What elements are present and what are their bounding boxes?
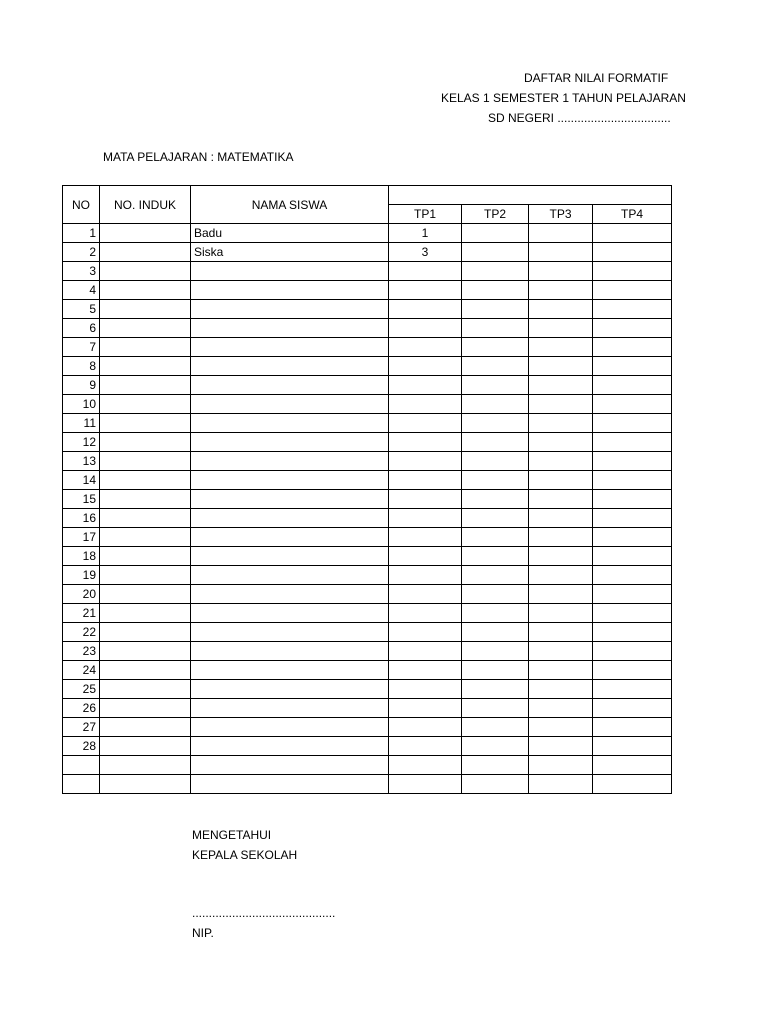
row-induk [100, 433, 191, 452]
row-tp2 [462, 376, 529, 395]
row-tp4 [593, 737, 672, 756]
row-tp2 [462, 395, 529, 414]
document-title: DAFTAR NILAI FORMATIF [524, 71, 669, 85]
row-student-name [191, 566, 389, 585]
row-tp1: 1 [389, 224, 462, 243]
row-tp4 [593, 376, 672, 395]
row-tp2 [462, 737, 529, 756]
row-tp2 [462, 471, 529, 490]
row-induk [100, 623, 191, 642]
row-tp1 [389, 661, 462, 680]
row-tp4 [593, 471, 672, 490]
row-tp4 [593, 262, 672, 281]
table-row [63, 414, 672, 433]
header-tp4: TP4 [593, 205, 672, 224]
row-tp3 [529, 737, 593, 756]
table-row [63, 262, 672, 281]
row-tp4 [593, 357, 672, 376]
row-induk [100, 680, 191, 699]
row-tp2 [462, 509, 529, 528]
row-tp2 [462, 300, 529, 319]
row-number [63, 756, 100, 775]
row-number: 24 [63, 661, 100, 680]
row-number: 2 [63, 243, 100, 262]
row-induk [100, 452, 191, 471]
row-student-name [191, 547, 389, 566]
row-tp1 [389, 642, 462, 661]
table-row [63, 699, 672, 718]
row-induk [100, 699, 191, 718]
row-tp4 [593, 585, 672, 604]
row-tp1 [389, 471, 462, 490]
row-tp1 [389, 319, 462, 338]
row-tp4 [593, 243, 672, 262]
nip-label: NIP. [192, 926, 214, 940]
row-student-name [191, 756, 389, 775]
row-tp1 [389, 623, 462, 642]
row-tp1 [389, 509, 462, 528]
row-tp4 [593, 604, 672, 623]
row-tp2 [462, 528, 529, 547]
table-row [63, 490, 672, 509]
row-tp2 [462, 604, 529, 623]
row-tp3 [529, 262, 593, 281]
row-student-name [191, 414, 389, 433]
row-number: 14 [63, 471, 100, 490]
row-tp4 [593, 319, 672, 338]
row-number: 26 [63, 699, 100, 718]
table-row [63, 737, 672, 756]
row-tp4 [593, 395, 672, 414]
row-tp1 [389, 775, 462, 794]
row-number: 22 [63, 623, 100, 642]
row-number: 11 [63, 414, 100, 433]
row-tp1 [389, 300, 462, 319]
row-tp2 [462, 433, 529, 452]
row-tp2 [462, 756, 529, 775]
table-row [63, 471, 672, 490]
row-tp3 [529, 471, 593, 490]
row-induk [100, 319, 191, 338]
row-induk [100, 281, 191, 300]
row-student-name [191, 737, 389, 756]
row-tp4 [593, 490, 672, 509]
row-student-name [191, 585, 389, 604]
row-tp3 [529, 623, 593, 642]
row-induk [100, 718, 191, 737]
table-row [63, 509, 672, 528]
row-number: 6 [63, 319, 100, 338]
table-row [63, 300, 672, 319]
table-row [63, 566, 672, 585]
row-tp2 [462, 566, 529, 585]
row-tp1 [389, 357, 462, 376]
row-induk [100, 414, 191, 433]
row-tp3 [529, 547, 593, 566]
row-induk [100, 243, 191, 262]
row-tp3 [529, 224, 593, 243]
row-tp1 [389, 376, 462, 395]
table-row [63, 623, 672, 642]
subject-line: MATA PELAJARAN : MATEMATIKA [103, 150, 294, 164]
row-induk [100, 775, 191, 794]
row-induk [100, 338, 191, 357]
row-tp3 [529, 756, 593, 775]
row-tp3 [529, 490, 593, 509]
row-tp2 [462, 338, 529, 357]
table-row [63, 243, 672, 262]
row-tp1 [389, 680, 462, 699]
row-tp2 [462, 319, 529, 338]
row-induk [100, 262, 191, 281]
row-tp4 [593, 661, 672, 680]
table-row [63, 395, 672, 414]
row-tp4 [593, 414, 672, 433]
row-student-name [191, 433, 389, 452]
table-row [63, 376, 672, 395]
row-tp2 [462, 243, 529, 262]
row-student-name [191, 262, 389, 281]
row-tp1 [389, 585, 462, 604]
row-tp1 [389, 528, 462, 547]
row-induk [100, 566, 191, 585]
row-tp3 [529, 699, 593, 718]
row-tp4 [593, 642, 672, 661]
row-number: 19 [63, 566, 100, 585]
row-number: 27 [63, 718, 100, 737]
table-row [63, 528, 672, 547]
table-row [63, 585, 672, 604]
row-tp2 [462, 262, 529, 281]
table-row [63, 661, 672, 680]
row-tp1 [389, 452, 462, 471]
row-tp3 [529, 775, 593, 794]
row-induk [100, 224, 191, 243]
row-student-name [191, 642, 389, 661]
acknowledge-label: MENGETAHUI [192, 828, 272, 842]
row-number: 4 [63, 281, 100, 300]
row-tp2 [462, 547, 529, 566]
row-student-name [191, 623, 389, 642]
row-induk [100, 357, 191, 376]
row-student-name [191, 661, 389, 680]
table-row [63, 756, 672, 775]
row-tp3 [529, 433, 593, 452]
row-tp3 [529, 281, 593, 300]
row-tp3 [529, 642, 593, 661]
row-induk [100, 300, 191, 319]
row-induk [100, 376, 191, 395]
row-tp4 [593, 452, 672, 471]
row-induk [100, 604, 191, 623]
row-student-name [191, 338, 389, 357]
table-row [63, 642, 672, 661]
row-number: 28 [63, 737, 100, 756]
row-tp3 [529, 319, 593, 338]
row-tp2 [462, 452, 529, 471]
row-tp3 [529, 338, 593, 357]
row-tp3 [529, 566, 593, 585]
table-row [63, 680, 672, 699]
row-tp1: 3 [389, 243, 462, 262]
row-tp3 [529, 718, 593, 737]
row-tp3 [529, 300, 593, 319]
row-number: 5 [63, 300, 100, 319]
row-number: 12 [63, 433, 100, 452]
row-tp1 [389, 566, 462, 585]
table-row [63, 718, 672, 737]
row-induk [100, 547, 191, 566]
header-no: NO [63, 186, 100, 224]
row-tp1 [389, 718, 462, 737]
row-tp2 [462, 642, 529, 661]
row-student-name [191, 395, 389, 414]
row-tp1 [389, 262, 462, 281]
row-tp2 [462, 490, 529, 509]
row-student-name [191, 281, 389, 300]
row-tp4 [593, 756, 672, 775]
row-tp3 [529, 395, 593, 414]
row-student-name [191, 604, 389, 623]
table-row [63, 433, 672, 452]
row-tp1 [389, 395, 462, 414]
row-tp4 [593, 281, 672, 300]
row-number: 7 [63, 338, 100, 357]
row-induk [100, 737, 191, 756]
row-induk [100, 528, 191, 547]
row-number: 15 [63, 490, 100, 509]
row-number: 9 [63, 376, 100, 395]
row-number [63, 775, 100, 794]
grades-table [62, 185, 672, 794]
header-nama: NAMA SISWA [191, 186, 389, 224]
row-tp2 [462, 585, 529, 604]
table-row [63, 357, 672, 376]
header-tp-group [389, 186, 672, 205]
row-tp1 [389, 699, 462, 718]
row-tp1 [389, 737, 462, 756]
row-student-name [191, 528, 389, 547]
row-tp2 [462, 661, 529, 680]
row-student-name [191, 775, 389, 794]
table-row [63, 547, 672, 566]
row-student-name [191, 471, 389, 490]
row-tp3 [529, 680, 593, 699]
row-tp4 [593, 699, 672, 718]
row-tp2 [462, 414, 529, 433]
row-tp4 [593, 623, 672, 642]
row-induk [100, 471, 191, 490]
row-induk [100, 509, 191, 528]
row-induk [100, 395, 191, 414]
row-tp2 [462, 224, 529, 243]
header-tp3: TP3 [529, 205, 593, 224]
signature-line: ........................................... [192, 906, 336, 920]
header-tp1: TP1 [389, 205, 462, 224]
row-number: 8 [63, 357, 100, 376]
row-number: 20 [63, 585, 100, 604]
row-tp3 [529, 604, 593, 623]
row-number: 16 [63, 509, 100, 528]
principal-label: KEPALA SEKOLAH [192, 848, 298, 862]
header-induk: NO. INDUK [100, 186, 191, 224]
row-induk [100, 642, 191, 661]
row-tp3 [529, 243, 593, 262]
table-row [63, 338, 672, 357]
row-number: 23 [63, 642, 100, 661]
row-student-name [191, 319, 389, 338]
row-tp4 [593, 547, 672, 566]
row-student-name [191, 718, 389, 737]
row-student-name [191, 452, 389, 471]
row-induk [100, 756, 191, 775]
row-number: 3 [63, 262, 100, 281]
row-tp1 [389, 338, 462, 357]
row-tp3 [529, 585, 593, 604]
row-tp3 [529, 414, 593, 433]
table-row [63, 319, 672, 338]
row-tp3 [529, 357, 593, 376]
row-student-name [191, 699, 389, 718]
row-tp3 [529, 528, 593, 547]
row-tp4 [593, 528, 672, 547]
row-tp3 [529, 376, 593, 395]
header-tp2: TP2 [462, 205, 529, 224]
row-tp3 [529, 452, 593, 471]
row-tp3 [529, 661, 593, 680]
row-tp1 [389, 414, 462, 433]
row-tp2 [462, 281, 529, 300]
row-number: 13 [63, 452, 100, 471]
row-student-name: Badu [191, 224, 389, 243]
row-tp4 [593, 509, 672, 528]
row-tp2 [462, 699, 529, 718]
row-number: 10 [63, 395, 100, 414]
row-induk [100, 661, 191, 680]
table-row [63, 281, 672, 300]
row-number: 1 [63, 224, 100, 243]
row-tp4 [593, 224, 672, 243]
row-student-name [191, 680, 389, 699]
row-tp4 [593, 338, 672, 357]
row-tp2 [462, 623, 529, 642]
row-tp1 [389, 604, 462, 623]
row-tp4 [593, 433, 672, 452]
row-tp1 [389, 490, 462, 509]
row-tp1 [389, 756, 462, 775]
row-number: 17 [63, 528, 100, 547]
row-tp4 [593, 718, 672, 737]
row-tp1 [389, 433, 462, 452]
row-tp3 [529, 509, 593, 528]
row-tp4 [593, 300, 672, 319]
table-row [63, 452, 672, 471]
school-line: SD NEGERI .................................. [488, 111, 671, 125]
row-student-name [191, 357, 389, 376]
row-student-name [191, 490, 389, 509]
row-tp2 [462, 718, 529, 737]
row-induk [100, 490, 191, 509]
row-tp4 [593, 680, 672, 699]
row-induk [100, 585, 191, 604]
row-tp2 [462, 775, 529, 794]
table-row [63, 775, 672, 794]
row-tp2 [462, 357, 529, 376]
row-student-name [191, 300, 389, 319]
row-tp1 [389, 547, 462, 566]
row-tp4 [593, 566, 672, 585]
class-semester-line: KELAS 1 SEMESTER 1 TAHUN PELAJARAN [441, 91, 686, 105]
row-tp4 [593, 775, 672, 794]
row-number: 21 [63, 604, 100, 623]
row-number: 18 [63, 547, 100, 566]
row-tp2 [462, 680, 529, 699]
row-student-name [191, 376, 389, 395]
row-tp1 [389, 281, 462, 300]
table-row [63, 604, 672, 623]
row-student-name: Siska [191, 243, 389, 262]
table-row [63, 224, 672, 243]
row-number: 25 [63, 680, 100, 699]
row-student-name [191, 509, 389, 528]
